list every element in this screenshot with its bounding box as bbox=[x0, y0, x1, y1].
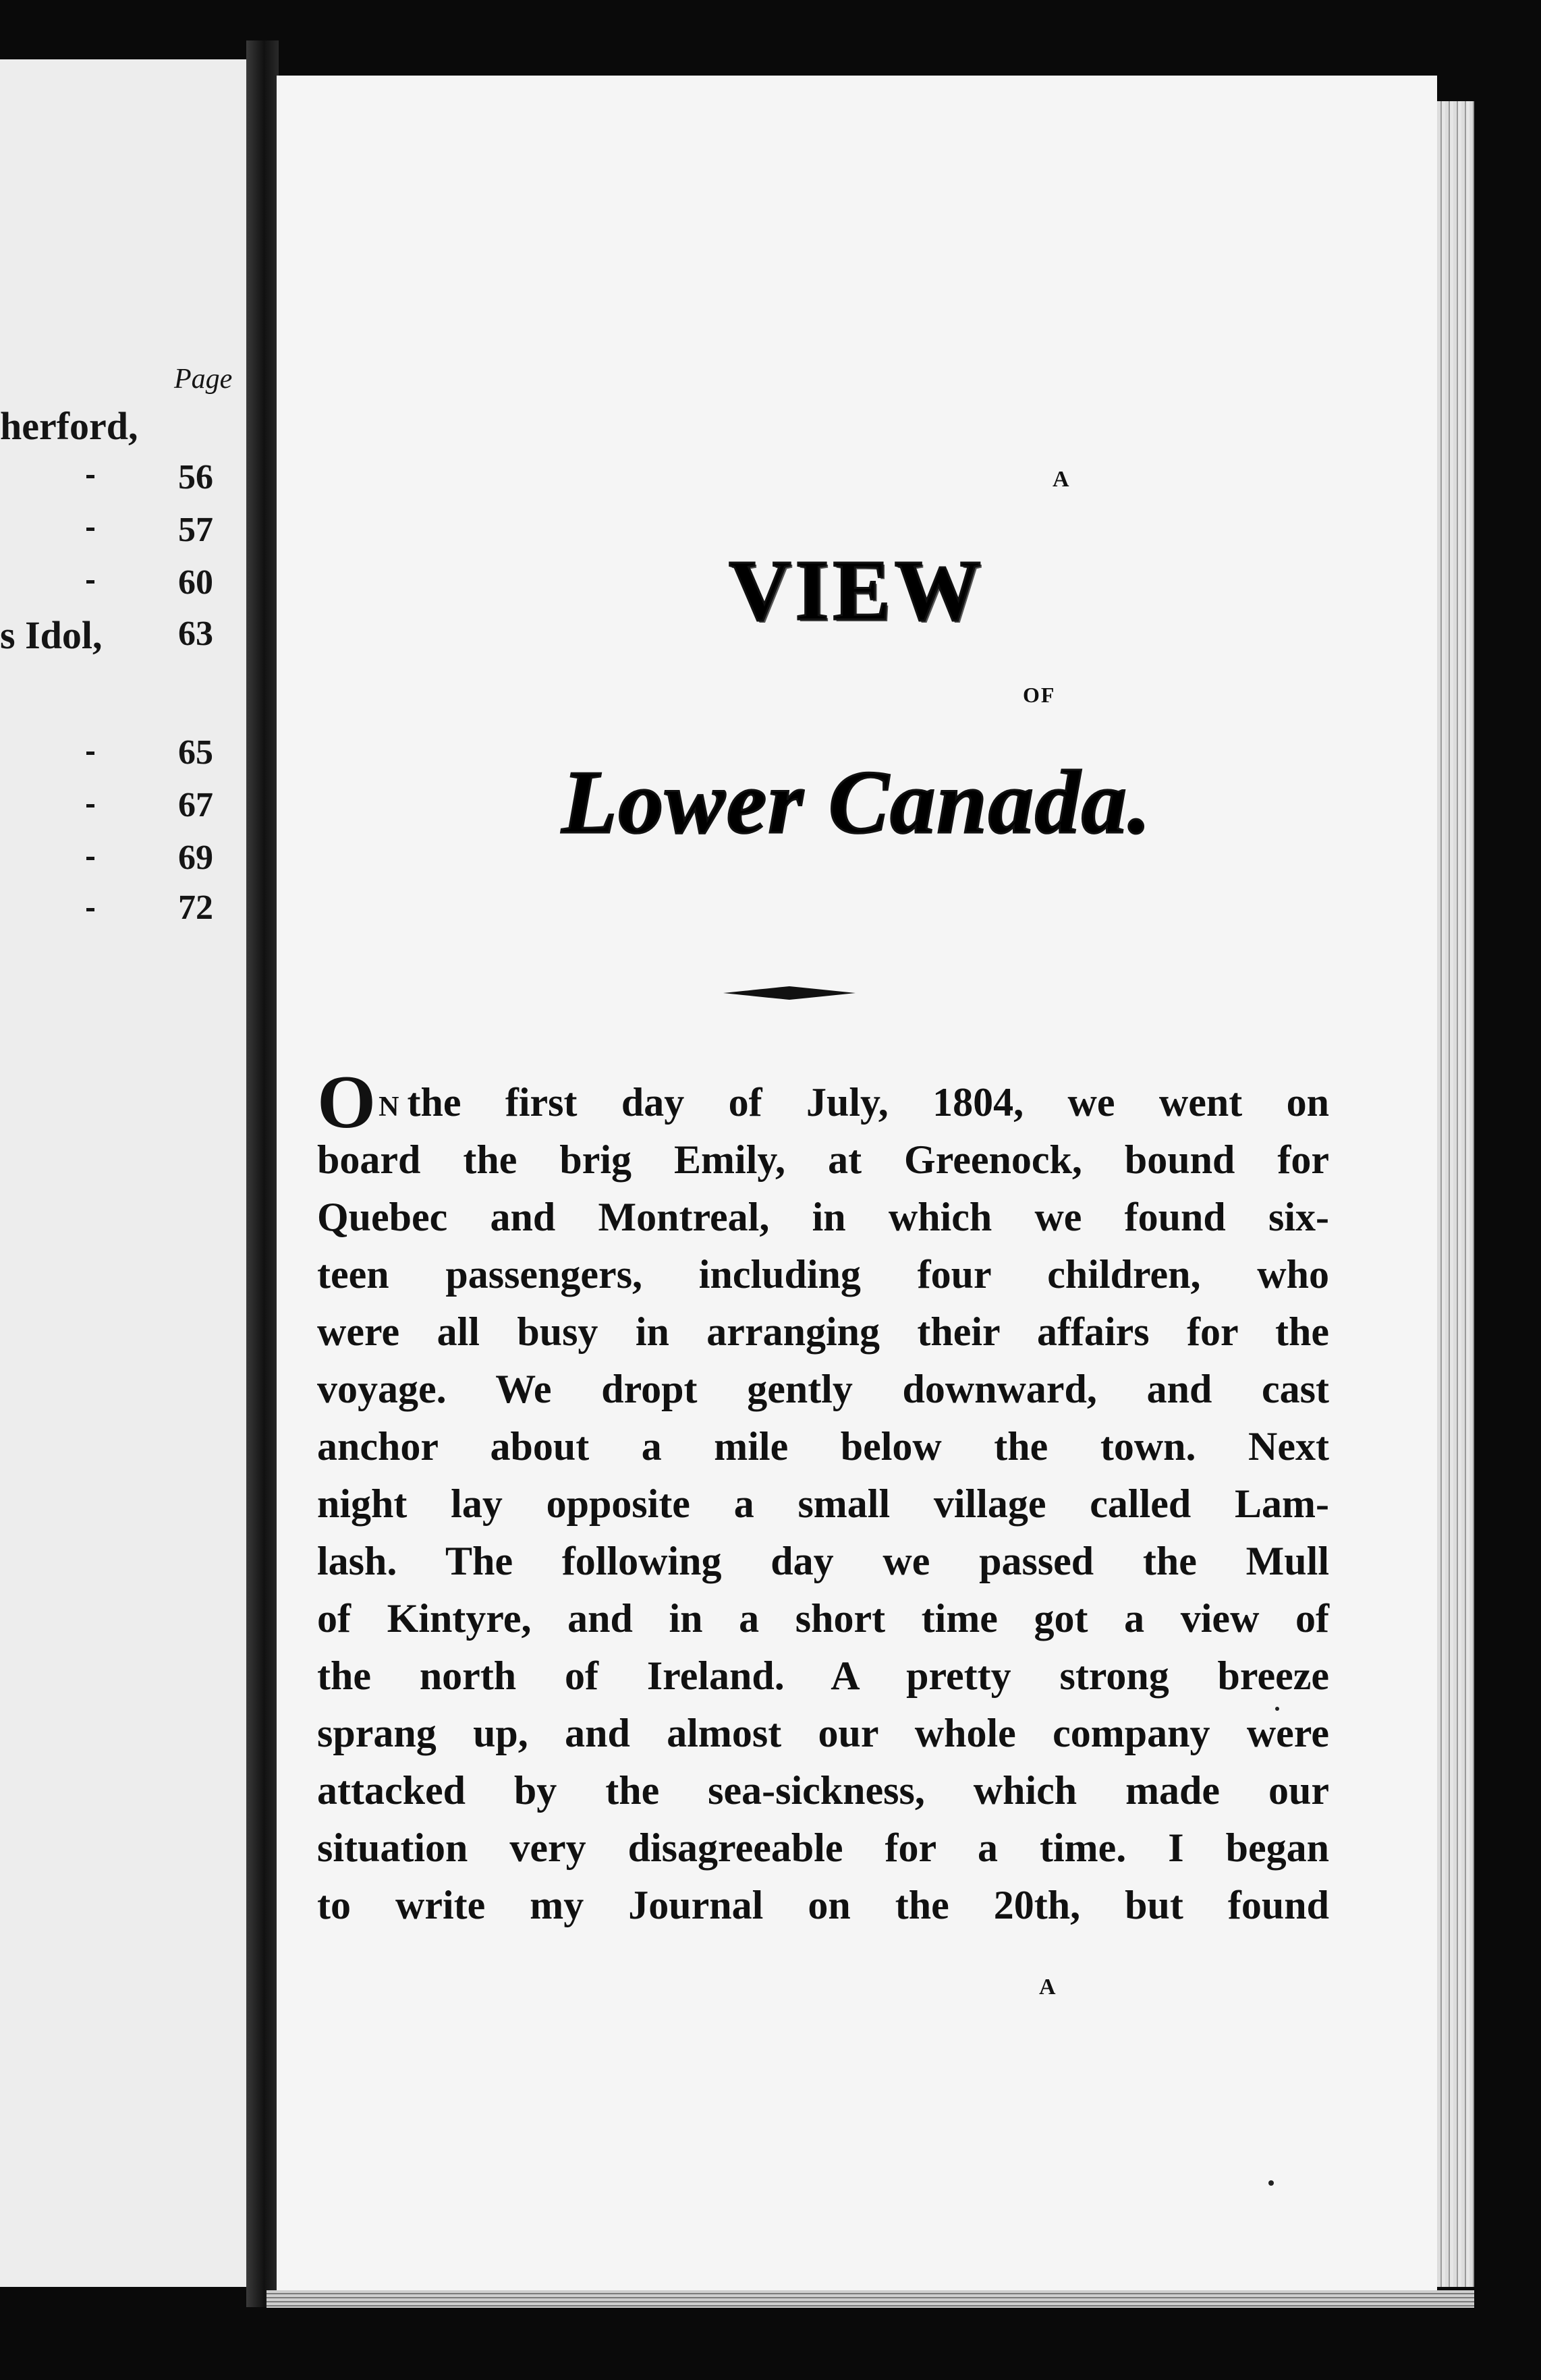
body-line: to write my Journal on the 20th, but found bbox=[317, 1883, 1329, 1927]
body-line: lash. The following day we passed the Mull bbox=[317, 1539, 1329, 1583]
body-line: situation very disagreeable for a time. I began bbox=[317, 1825, 1329, 1870]
body-line-text: the first day of July, 1804, we went on bbox=[407, 1080, 1329, 1125]
contents-page-number: 60 bbox=[178, 563, 213, 602]
contents-page-number: 72 bbox=[178, 888, 213, 927]
leader-dash bbox=[86, 908, 94, 911]
contents-page-number: 57 bbox=[178, 511, 213, 549]
contents-page-number: 56 bbox=[178, 458, 213, 497]
contents-entry-name: herford, bbox=[0, 404, 138, 448]
body-line: attacked by the sea-sickness, which made our bbox=[317, 1768, 1329, 1813]
ornamental-rule bbox=[722, 980, 857, 1007]
contents-page-number: 67 bbox=[178, 786, 213, 824]
body-line: of Kintyre, and in a short time got a view of bbox=[317, 1596, 1329, 1641]
page-subtitle: Lower Canada. bbox=[561, 752, 1152, 852]
drop-cap: O bbox=[317, 1060, 376, 1144]
leader-dash bbox=[86, 528, 94, 531]
small-caps-text: N bbox=[379, 1092, 401, 1123]
heading-article: A bbox=[1053, 467, 1070, 492]
contents-page-number: 69 bbox=[178, 839, 213, 877]
contents-page-number: 65 bbox=[178, 733, 213, 772]
heading-of: OF bbox=[1023, 683, 1056, 707]
page-bottom-edge bbox=[267, 2290, 1474, 2308]
body-line: teen passengers, including four children, who bbox=[317, 1252, 1329, 1297]
page-title: VIEW bbox=[729, 542, 985, 638]
body-line: were all busy in arranging their affairs for the bbox=[317, 1309, 1329, 1354]
body-line: board the brig Emily, at Greenock, bound for bbox=[317, 1137, 1329, 1182]
leader-dash bbox=[86, 857, 94, 860]
title-page bbox=[277, 76, 1437, 2295]
page-edge bbox=[1437, 101, 1474, 2287]
contents-page-number: 63 bbox=[178, 615, 213, 653]
contents-page-header: Page bbox=[174, 364, 233, 395]
leader-dash bbox=[86, 752, 94, 755]
body-line bbox=[317, 1060, 1329, 1144]
leader-dash bbox=[86, 580, 94, 584]
signature-mark: A bbox=[1039, 1975, 1056, 2000]
leader-dash bbox=[86, 804, 94, 808]
leader-dash bbox=[86, 475, 94, 478]
body-line: Quebec and Montreal, in which we found six- bbox=[317, 1195, 1329, 1239]
left-page-fragment bbox=[0, 59, 246, 2287]
body-line: night lay opposite a small village called Lam- bbox=[317, 1481, 1329, 1526]
body-line: the north of Ireland. A pretty strong breeze bbox=[317, 1653, 1329, 1698]
contents-entry-name: s Idol, bbox=[0, 613, 103, 657]
paper-speck bbox=[1268, 2180, 1274, 2186]
body-line: anchor about a mile below the town. Next bbox=[317, 1424, 1329, 1469]
body-line: voyage. We dropt gently downward, and cast bbox=[317, 1367, 1329, 1411]
body-line: sprang up, and almost our whole company were bbox=[317, 1711, 1329, 1755]
body-text bbox=[317, 1060, 1329, 1934]
paper-speck bbox=[1275, 1707, 1279, 1711]
book-gutter bbox=[246, 40, 279, 2307]
